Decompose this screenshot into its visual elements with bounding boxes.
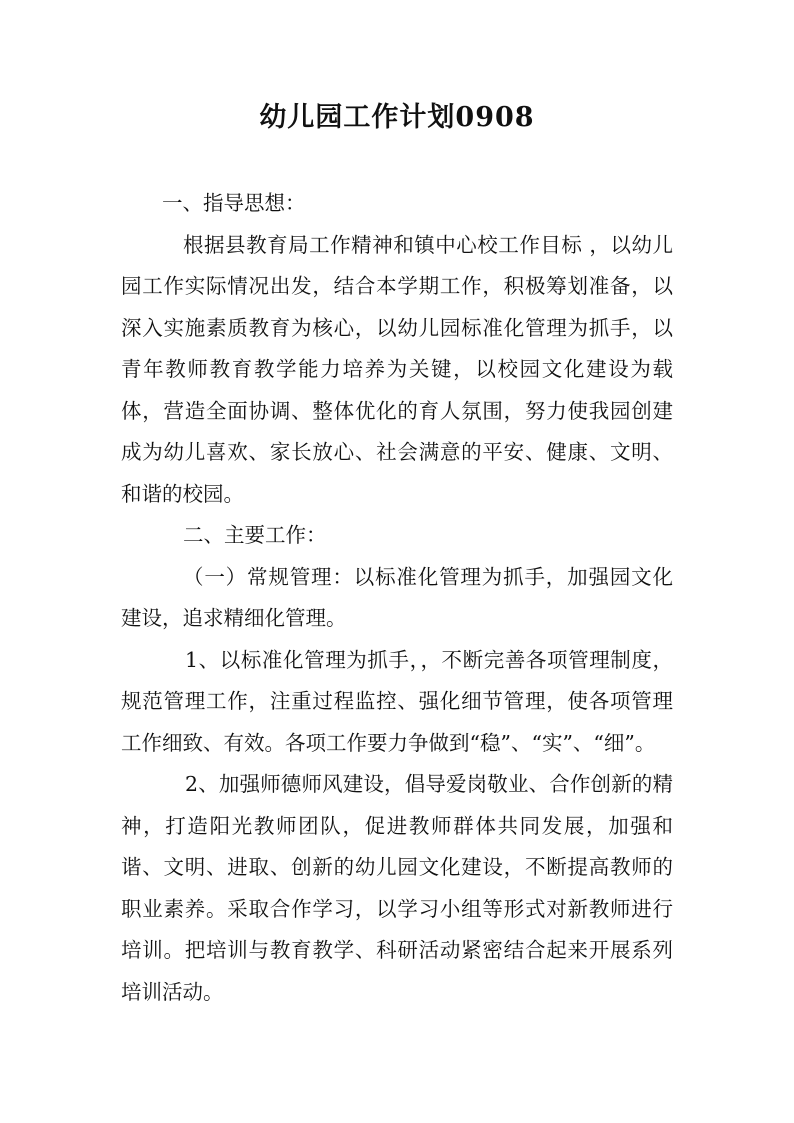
document-title: 幼儿园工作计划0908 [259, 102, 535, 133]
section-heading-guiding-ideology: 一、指导思想： [162, 191, 306, 215]
paragraph-item-1: 1、以标准化管理为抓手，，不断完善各项管理制度，规范管理工作，注重过程监控、强化细节管理，使各项管理工作细致、有效。各项工作要力争做到“稳”、“实”、“细”。 [121, 647, 673, 755]
document-body [121, 183, 673, 1013]
subsection-heading-routine-management: （一）常规管理：以标准化管理为抓手，加强园文化建设，追求精细化管理。 [121, 564, 673, 630]
paragraph-guiding-ideology: 根据县教育局工作精神和镇中心校工作目标 ，以幼儿园工作实际情况出发，结合本学期工作，积极筹划准备，以深入实施素质教育为核心，以幼儿园标准化管理为抓手，以青年教师教育教学能力培养为关键，以校园文化建设为载体，营造全面协调、整体优化的育人氛围，努力使我园创建成为幼儿喜欢、家长放心、社会满意的平安、健康、文明、和谐的校园。 [121, 232, 673, 506]
paragraph-item-2: 2、加强师德师风建设，倡导爱岗敬业、合作创新的精神，打造阳光教师团队，促进教师群体共同发展，加强和谐、文明、进取、创新的幼儿园文化建设，不断提高教师的职业素养。采取合作学习，以学习小组等形式对新教师进行培训。把培训与教育教学、科研活动紧密结合起来开展系列培训活动。 [121, 772, 673, 1004]
section-heading-main-work: 二、主要工作： [183, 523, 327, 547]
